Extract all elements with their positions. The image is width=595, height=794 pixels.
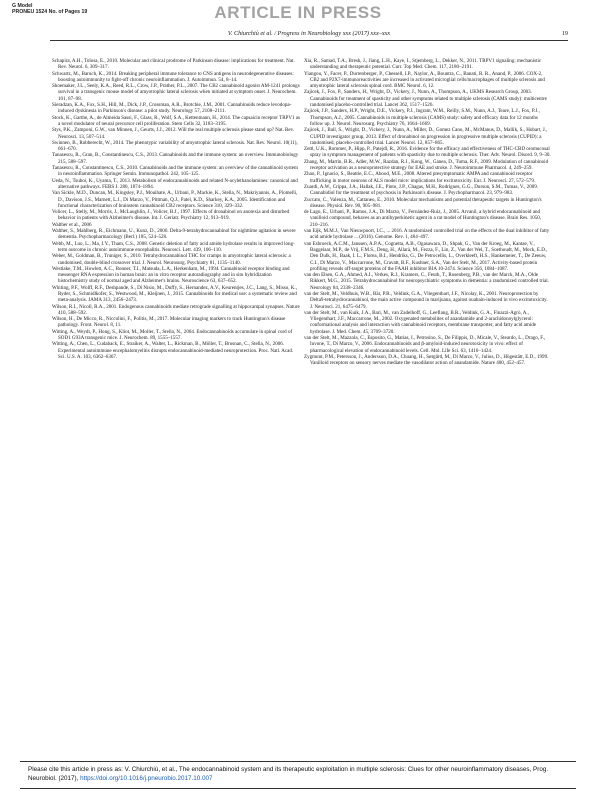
reference-entry: van der Stelt, M., Veldhuis, W.B., Bär, P.R., Veldink, G.A., Vliegenthart, J.F., Nicolay, K., 2001. Neuroprotection by Delta9-tetrahydrocannabinol, the main active compound in marijuana, against ouabain-induced in vivo excitotoxicity. J. Neurosci. 21, 6475–6479. xyxy=(304,290,548,310)
reference-entry: van Eijk, M.M.J., Van Nieuwpoort, I.C., ... 2016. A randomized controlled trial on the effects of the dual inhibitor of fatty acid amide hydrolase ... (2016). Genome. Rev. 1, 484–497. xyxy=(304,228,550,241)
reference-entry: Zettl, U.K., Rommer, P., Hipp, P., Patejdl, R., 2016. Evidence for the efficacy and effectiveness of THC-CBD oromucosal spray in symptom management of patients with spasticity due to multiple sclerosis. Ther. Adv. Neurol. Disord. 9, 9–30. xyxy=(304,146,551,159)
citation-footer xyxy=(20,761,576,789)
reference-entry: Weber, M., Goldman, B., Truniger, S., 2010. Tetrahydrocannabinol THC for cramps in amyotrophic lateral sclerosis: a randomised, double-blind crossover trial. J. Neurol. Neurosurg. Psychiatry 81, 1135–1140. xyxy=(52,253,291,266)
reference-entry: Zajicek, J., Fox, P., Sanders, H., Wright, D., Vickery, J., Nunn, A., Thompson, A., UKMS Research Group, 2003. Cannabinoids for treatment of spasticity and other symptoms related to multiple sclerosis (CAMS study): multicentre randomised placebo-controlled trial. Lancet 362, 1517–1526. xyxy=(304,89,547,109)
reference-entry: Zhang, M., Martin, B.R., Adler, M.W., Razdan, R.J., Kong, W., Ganea, D., Tuma, R.F., 2009. Modulation of cannabinoid receptor activation as a neuroprotective strategy for EAE and stroke. J. Neuroimmune Pharmacol. 4, 249–259. xyxy=(304,158,549,172)
reference-entry: Wilson, H., De Micco, R., Niccolini, F., Politis, M., 2017. Molecular imaging markers to track Huntington's disease pathology. Front. Neurol. 8, 11. xyxy=(52,316,286,329)
running-header xyxy=(50,28,568,41)
article-in-press-title: ARTICLE IN PRESS xyxy=(214,3,382,22)
reference-entry: Walther et al., 2006 xyxy=(52,221,92,228)
reference-entry: Zajicek, J.P., Sanders, H.P., Wright, D.E., Vickery, P.J., Ingram, W.M., Reilly, S.M., Nunn, A.J., Teare, L.J., Fox, P.J., Thompson, A.J., 2005. Cannabinoids in multiple sclerosis (CAMS) study: safety and efficacy data for 12 months follow up. J. Neurol. Neurosurg. Psychiatry 76, 1664–1669. xyxy=(304,108,540,127)
reference-entry: Van Sickle, M.D., Duncan, M., Kingsley, P.J., Mouihate, A., Urbani, P., Mackie, K., Stella, N., Makriyannis, A., Piomelli, D., Davison, J.S., Marnett, L.J., Di Marzo, V., Pittman, Q.J., Patel, K.D., Sharkey, K.A., 2005. Identification and functional characterization of brainstem cannabinoid CB2 receptors. Science 310, 329–332. xyxy=(52,190,298,209)
reference-entry: Swinnen, B., Robberecht, W., 2014. The phenotypic variability of amyotrophic lateral sclerosis. Nat. Rev. Neurol. 10(11), 661–670. xyxy=(52,139,298,153)
reference-entry: Wilson, R.I., Nicoll, R.A., 2001. Endogenous cannabinoids mediate retrograde signalling at hippocampal synapses. Nature 410, 588–592. xyxy=(52,303,300,316)
reference-entry: Zygmunt, P.M., Petersson, J., Andersson, D.A., Chuang, H., Sørgård, M., Di Marzo, V., Julius, D., Högestätt, E.D., 1999. Vanilloid receptors on sensory nerves mediate the vasodilator action of anandamide. Nature 400, 452–457. xyxy=(304,353,549,367)
reference-entry: Yiangou, Y., Facer, P., Durrenberger, P., Chessell, I.P., Naylor, A., Bountra, C., Banati, R. R., Anand, P., 2006. COX-2, CB2 and P2X7-immunoreactivities are increased in activated microglial cells/macrophages of multiple sclerosis and amyotrophic lateral sclerosis spinal cord. BMC Neurol. 6, 12. xyxy=(304,70,545,90)
reference-entry: de Lago, E., Urbani, P., Ramos, J.A., Di Marzo, V., Fernández-Ruiz, J., 2005. Arvanil, a hybrid endocannabinoid and vanilloid compound, behaves as an antihyperkinetic agent in a rat model of Huntington's disease. Brain Res. 1050, 210–216. xyxy=(304,209,542,228)
reference-entry: Shoemaker, J.L., Seely, K.A., Reed, R.L., Crow, J.P., Prather, P.L., 2007. The CB2 cannabinoid agonist AM-1241 prolongs survival in a transgenic mouse model of amyotrophic lateral sclerosis when initiated at symptom onset. J. Neurochem. 101, 87–98. xyxy=(52,83,300,102)
reference-entry: van den Elsen, G.A., Ahmed, A.I., Verkes, R.J., Kramers, C., Feuth, T., Rosenberg, P.B., van der Marck, M.A., Olde Rikkert, M.G., 2015. Tetrahydrocannabinol for neuropsychiatric symptoms in dementia: a randomized controlled trial. Neurology 84, 2338–2346. xyxy=(304,272,549,291)
reference-entry: Witting, A., Chen, L., Cudaback, E., Straiker, A., Walter, L., Rickman, B., Möller, T., Brosnan, C., Stella, N., 2006. Experimental autoimmune encephalomyelitis disrupts endocannabinoid-mediated neuroprotection. Proc. Natl. Acad. Sci. U.S. A. 103, 6362–6367. xyxy=(52,341,294,360)
reference-entry: Stys, P.K., Zamponi, G.W., van Minnen, J., Geurts, J.J., 2012. Will the real multiple sclerosis please stand up? Nat. Rev. Neurosci. 13, 507–514. xyxy=(52,127,295,140)
citation-text xyxy=(28,765,568,783)
reference-entry: Zajicek, J., Ball, S., Wright, D., Vickery, J., Nunn, A., Miller, D., Gomez Cano, M., McManus, D., Mallik, S., Hobart, J., CUPID investigator group, 2013. Effect of dronabinol on progression in progressive multiple sclerosis (CUPID): a randomised, placebo-controlled trial. Lancet Neurol. 12, 857–865. xyxy=(304,127,548,146)
article-in-press-banner xyxy=(12,3,584,23)
citation-body: Please cite this article in press as: V. Chiurchiù, et al., The endocannabinoid system and its therapeutic exploitation in multiple sclerosis: Clues for other neuroinflammatory diseases, Prog. Neurobiol. (2017), xyxy=(28,766,549,782)
reference-entry: Ueda, N., Tsuboi, K., Uyama, T., 2013. Metabolism of endocannabinoids and related N-acylethanolamines: canonical and alternative pathways. FEBS J. 280, 1874–1894. xyxy=(52,177,298,190)
references-left-column xyxy=(52,58,300,360)
reference-entry: Tanasescu, R., Gran, B., Constantinescu, C.S., 2013. Cannabinoids and the immune system: an overview. Immunobiology 215, 588–597. xyxy=(52,152,299,165)
reference-entry: Zhao, P., Ignacio, S., Beattie, E.C., Abood, M.E., 2008. Altered presymptomatic AMPA and cannabinoid receptor trafficking in motor neurons of ALS model mice: implications for excitotoxicity. Eur. J. Neurosci. 27, 572–579. xyxy=(304,171,536,184)
reference-entry: Schwartz, M., Baruch, K., 2014. Breaking peripheral immune tolerance to CNS antigens in neurodegenerative diseases: boosting autoimmunity to fight-off chronic neuroinflammation. J. Autoimmun. 54, 8–14. xyxy=(52,70,294,83)
reference-entry: van Esbroeck, A.C.M., Janssen, A.P.A., Cognetta, A.B., Ogasawara, D., Shpak, G., Van der Kroeg, M., Kantae, V., Baggelaar, M.P., de Vrij, F.M.S., Deng, H., Allarà, M., Fezza, F., Lin, Z., Van der Wel, T., Soethoudt, M., Mock, E.D., Den Dulk, H., Baak, I. L., Florea, B.I., Hendriks, G., De Petrocellis, L., Overkleeft, H.S., Hankemeier, T., De Zeeuw, C.I., Di Marzo, V., Maccarrone, M., Cravatt, B.F., Kushner, S.A., Van der Stelt, M., 2017. Activity-based protein profiling reveals off-target proteins of the FAAH inhibitor BIA 10-2474. Science 356, 1084–1087. xyxy=(304,240,548,272)
doi-link[interactable]: https://doi.org/10.1016/j.pneurobio.2017.10.007 xyxy=(80,775,213,782)
reference-entry: van der Stelt, M., van Kuik, J.A., Bari, M., van Zadelhoff, G., Leeflang, B.R., Veldink, G. A., Finazzi-Agrò, A., Vliegenthart, J.F., Maccarrone, M., 2002. Oxygenated metabolites of anandamide and 2-arachidonoylglycerol: conformational analysis and interaction with cannabinoid receptors, membrane transporter, and fatty acid amide hydrolase. J. Med. Chem. 45, 3709–3720. xyxy=(304,309,536,335)
reference-entry: Webb, M., Luo, L., Ma, J.Y., Tham, C.S., 2008. Genetic deletion of fatty acid amide hydrolase results in improved long-term outcome in chronic autoimmune encephalitis. Neurosci. Lett. 439, 106–110. xyxy=(52,240,295,253)
page-number: 19 xyxy=(561,30,568,37)
reference-entry: Westlake, T.M., Howlett, A.C., Bonner, T.I., Matsuda, L.A., Herkenham, M., 1994. Cannabinoid receptor binding and messenger RNA expression in human brain: an in vitro receptor autoradiography and in situ hybridization histochemistry study of normal aged and Alzheimer's brains. Neuroscience 63, 637–652. xyxy=(52,265,290,285)
reference-entry: Tanasescu, R., Constantinescu, C.S., 2010. Cannabinoids and the immune system: an overview of the cannabinoid system in neuroinflammation. Springer Semin. Immunopathol. 242, 105–125. xyxy=(52,165,298,178)
reference-entry: Zuccato, C., Valenza, M., Cattaneo, E., 2010. Molecular mechanisms and potential therapeutic targets in Huntington's disease. Physiol. Rev. 90, 905–981. xyxy=(304,196,542,209)
page-count-label: PRONEU 1524 No. of Pages 19 xyxy=(12,9,88,15)
reference-entry: Walther, S., Mahlberg, R., Eichmann, U., Kunz, D., 2006. Delta-9-tetrahydrocannabinol for nighttime agitation in severe dementia. Psychopharmacology (Berl.) 185, 524–528. xyxy=(52,228,296,241)
reference-entry: Xia, R., Samad, T.A., Bresh, J., Jiang, L.H., Kaye, I., Stjemberg, L., Dekker, N., 2011. TRPV1 signaling: mechanistic understanding and therapeutic potential. Curr. Top Med. Chem. 117, 2180–2191. xyxy=(304,58,542,71)
reference-entry: van der Stelt, M., Mazzola, C., Esposito, G., Matias, I., Petrosino, S., De Filippis, D., Micale, V., Steardo, L., Drago, F., Iuvone, T., Di Marzo, V., 2006. Endocannabinoids and β-amyloid-induced neurotoxicity in vivo: effect of pharmacological elevation of endocannabinoid levels. Cell. Mol. Life Sci. 63, 1410–1424. xyxy=(304,335,546,354)
reference-entry: Zuardi, A.W., Crippa, J.A., Hallak, J.E., Pinto, J.P., Chagas, M.H., Rodrigues, G.G., Dursun, S.M., Tumas, V., 2009. Cannabidiol for the treatment of psychosis in Parkinson's disease. J. Psychopharmacol. 23, 979–983. xyxy=(304,183,539,197)
reference-entry: Whiting, P.F., Wolff, R.F., Deshpande, S., Di Nisio, M., Duffy, S., Hernandez, A.V., Keurentjes, J.C., Lang, S., Misso, K., Ryder, S., Schmidlkofer, S., Westwood, M., Kleijnen, J., 2015. Cannabinoids for medical use: a systematic review and meta-analysis. JAMA 313, 2456–2473. xyxy=(52,284,297,304)
reference-entry: Stock, K., Garthe, A., de Almeida Sassi, F., Glass, R., Wolf, S.A., Kettenmann, H., 2014. The capsaicin receptor TRPV1 as a novel modulator of neural precursor cell proliferation. Stem Cells 32, 3183–3195. xyxy=(52,114,300,127)
model-label: G Model xyxy=(12,3,33,9)
references-right-column xyxy=(304,58,552,367)
reference-entry: Sieradzan, K.A., Fox, S.H., Hill, M., Dick, J.P., Crossman, A.R., Brotchie, J.M., 2001. Cannabinoids reduce levodopa-induced dyskinesia in Parkinson's disease: a pilot study. Neurology 57, 2108–2111. xyxy=(52,102,292,115)
reference-entry: Schapira, A.H., Tolosa, E., 2010. Molecular and clinical prodrome of Parkinson disease: implications for treatment. Nat. Rev. Neurol. 6, 309–317. xyxy=(52,58,295,71)
reference-entry: Witting, A., Weydt, P., Hong, S., Kliot, M., Moller, T., Stella, N., 2004. Endocannabinoids accumulate in spinal cord of SOD1 G93A transgenic mice. J. Neurochem. 89, 1555–1557. xyxy=(52,328,293,342)
reference-entry: Volicer, L., Stelly, M., Morris, J., McLaughlin, J., Volicer, B.J., 1997. Effects of dronabinol on anorexia and disturbed behavior in patients with Alzheimer's disease. Int. J. Geriatr. Psychiatry 12, 913–919. xyxy=(52,209,290,222)
running-title: V. Chiurchiù et al. / Progress in Neurobiology xxx (2017) xxx–xxx xyxy=(227,30,391,37)
